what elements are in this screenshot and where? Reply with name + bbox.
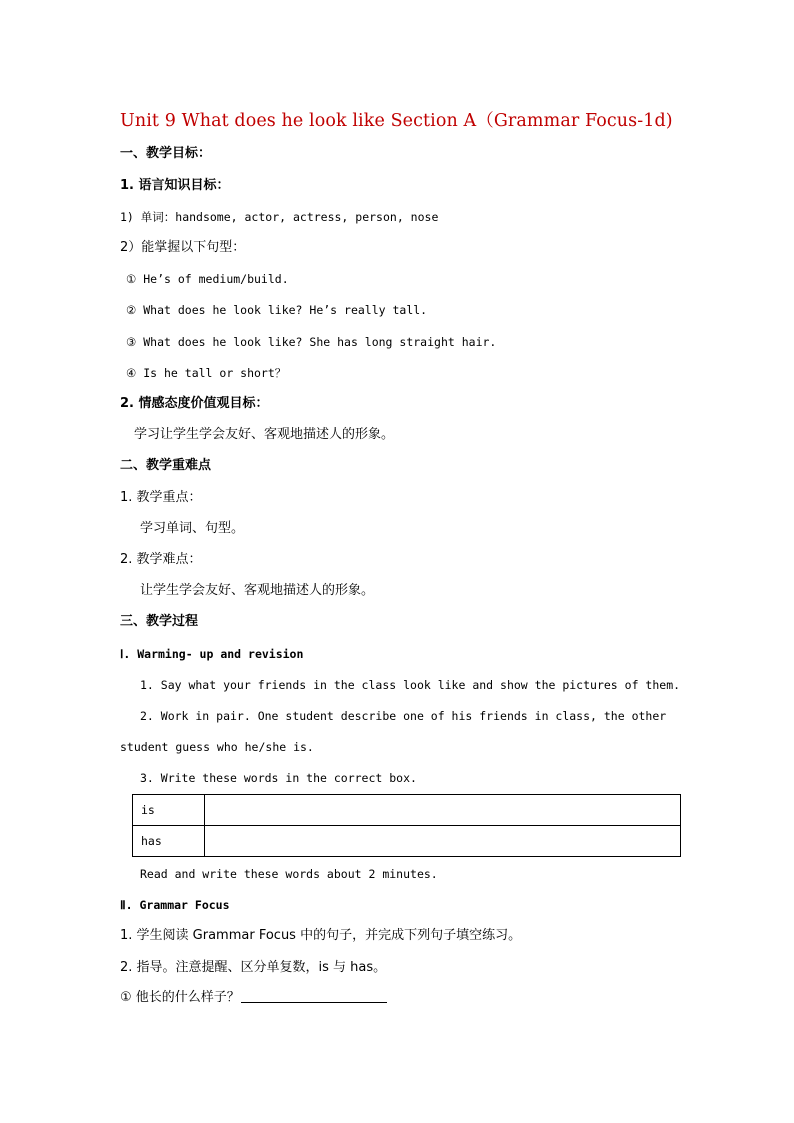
exercise-1-prompt: ① 他长的什么样子？: [120, 990, 240, 1005]
row-value-is[interactable]: [205, 795, 681, 826]
section-2-heading: 二、教学重难点: [120, 458, 212, 473]
exercise-1: [120, 990, 387, 1006]
step-2-line-1: 2. Work in pair. One student describe one of his friends in class, the other: [140, 709, 667, 723]
patterns-item: 2）能掌握以下句型：: [120, 240, 246, 255]
part-1-heading: Ⅰ. Warming- up and revision: [120, 647, 304, 661]
pattern-1: ① He’s of medium/build.: [126, 272, 289, 286]
key-point-label: 1. 教学重点：: [120, 490, 202, 505]
section-3-heading: 三、教学过程: [120, 614, 199, 629]
word-box-table: [132, 794, 681, 857]
subsection-attitude-goals: 2. 情感态度价值观目标：: [120, 396, 269, 411]
attitude-text: 学习让学生学会友好、客观地描述人的形象。: [134, 427, 395, 442]
vocab-item: 1) 单词：handsome, actor, actress, person, nose: [120, 210, 439, 224]
document-title: Unit 9 What does he look like Section A（Grammar Focus-1d): [120, 111, 673, 131]
difficulty-label: 2. 教学难点：: [120, 552, 202, 567]
step-3: 3. Write these words in the correct box.: [140, 771, 417, 785]
table-row: [133, 826, 681, 857]
key-point-text: 学习单词、句型。: [140, 521, 245, 536]
grammar-step-2: 2. 指导。注意提醒、区分单复数，is 与 has。: [120, 960, 387, 975]
step-2-line-2: student guess who he/she is.: [120, 740, 314, 754]
row-label-is: is: [133, 795, 205, 826]
pattern-3: ③ What does he look like? She has long straight hair.: [126, 335, 497, 349]
row-label-has: has: [133, 826, 205, 857]
part-2-heading: Ⅱ. Grammar Focus: [120, 898, 230, 912]
row-value-has[interactable]: [205, 826, 681, 857]
answer-blank[interactable]: [241, 990, 387, 1003]
pattern-4: ④ Is he tall or short？: [126, 366, 287, 380]
section-1-heading: 一、教学目标：: [120, 146, 212, 161]
subsection-language-goals: 1. 语言知识目标：: [120, 178, 230, 193]
pattern-2: ② What does he look like? He’s really tall.: [126, 303, 428, 317]
grammar-step-1: 1. 学生阅读 Grammar Focus 中的句子，并完成下列句子填空练习。: [120, 928, 522, 943]
difficulty-text: 让学生学会友好、客观地描述人的形象。: [140, 583, 375, 598]
read-write-instruction: Read and write these words about 2 minutes.: [140, 867, 438, 881]
table-row: [133, 795, 681, 826]
step-1: 1. Say what your friends in the class look like and show the pictures of them.: [140, 678, 681, 692]
